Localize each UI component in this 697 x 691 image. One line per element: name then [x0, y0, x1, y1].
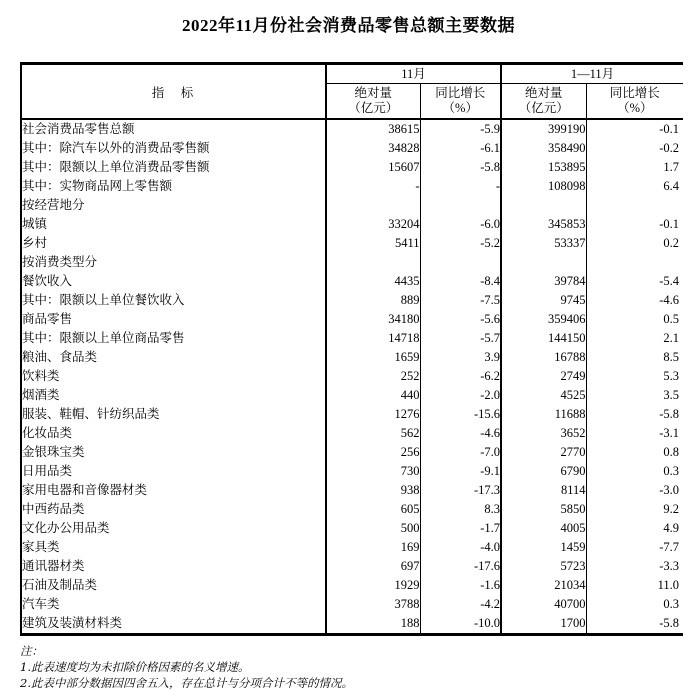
table-body: [21, 119, 683, 635]
table-row: [21, 519, 683, 538]
value-cell: -: [326, 177, 420, 196]
value-cell: -6.2: [420, 367, 501, 386]
value-cell: 11688: [501, 405, 586, 424]
indicator-cell: 乡村: [21, 234, 326, 253]
value-cell: 3.5: [663, 388, 680, 402]
value-cell: 4005: [501, 519, 586, 538]
page-title: 2022年11月份社会消费品零售总额主要数据: [181, 16, 516, 35]
value-cell: 5411: [326, 234, 420, 253]
value-cell: 144150: [501, 329, 586, 348]
value-cell: [420, 253, 501, 272]
indicator-cell: 其中：限额以上单位消费品零售额: [21, 158, 326, 177]
table-row: [21, 576, 683, 595]
table-row: [21, 177, 683, 196]
value-cell: -17.3: [420, 481, 501, 500]
value-cell: 39784: [501, 272, 586, 291]
value-cell: -3.0: [659, 483, 680, 497]
value-cell: [326, 253, 420, 272]
table-header: [21, 64, 683, 120]
table-row: [21, 557, 683, 576]
value-cell: -0.2: [659, 141, 680, 155]
value-cell: -5.8: [659, 407, 680, 421]
table-row: [21, 538, 683, 557]
value-cell: 1.7: [663, 160, 680, 174]
value-cell: -5.9: [420, 119, 501, 139]
value-cell: 4525: [501, 386, 586, 405]
value-cell: -7.7: [659, 540, 680, 554]
indicator-cell: 文化办公用品类: [21, 519, 326, 538]
table-row: [21, 348, 683, 367]
indicator-cell: 按经营地分: [21, 196, 326, 215]
value-cell: -1.7: [420, 519, 501, 538]
value-cell: -9.1: [420, 462, 501, 481]
table-row: [21, 291, 683, 310]
note-item: 1.此表速度均为未扣除价格因素的名义增速。: [20, 660, 250, 674]
value-cell: 188: [326, 614, 420, 635]
value-cell: -7.0: [420, 443, 501, 462]
value-cell: 40700: [501, 595, 586, 614]
table-row: [21, 405, 683, 424]
yoy-header-line2: （%）: [442, 101, 478, 115]
indicator-cell: 社会消费品零售总额: [21, 119, 326, 139]
abs-header-line1: 绝对量: [525, 86, 563, 100]
table-row: [21, 234, 683, 253]
abs-header-line2: （亿元）: [518, 101, 569, 115]
indicator-cell: 城镇: [21, 215, 326, 234]
indicator-cell: 其中：限额以上单位商品零售: [21, 329, 326, 348]
indicator-cell: 中西药品类: [21, 500, 326, 519]
cumulative-abs-header: [501, 84, 586, 120]
table-row: [21, 139, 683, 158]
value-cell: 889: [326, 291, 420, 310]
value-cell: 11.0: [657, 578, 680, 592]
indicator-cell: 其中：实物商品网上零售额: [21, 177, 326, 196]
value-cell: 53337: [501, 234, 586, 253]
value-cell: 1276: [326, 405, 420, 424]
value-cell: 697: [326, 557, 420, 576]
indicator-cell: 其中：除汽车以外的消费品零售额: [21, 139, 326, 158]
value-cell: 9745: [501, 291, 586, 310]
indicator-cell: 化妆品类: [21, 424, 326, 443]
value-cell: -3.1: [659, 426, 680, 440]
value-cell: -1.6: [420, 576, 501, 595]
yoy-header-line2: （%）: [617, 101, 653, 115]
cumulative-yoy-header: [586, 84, 683, 120]
value-cell: 0.3: [663, 597, 680, 611]
note-item: 2.此表中部分数据因四舍五入，存在总计与分项合计不等的情况。: [20, 676, 353, 690]
value-cell: 252: [326, 367, 420, 386]
table-row: [21, 158, 683, 177]
value-cell: 153895: [501, 158, 586, 177]
value-cell: 33204: [326, 215, 420, 234]
indicator-cell: 日用品类: [21, 462, 326, 481]
note-heading: 注：: [20, 644, 43, 658]
value-cell: 8.5: [663, 350, 680, 364]
value-cell: -5.6: [420, 310, 501, 329]
value-cell: [501, 196, 586, 215]
value-cell: -5.4: [659, 274, 680, 288]
value-cell: -4.6: [659, 293, 680, 307]
value-cell: 0.2: [663, 236, 680, 250]
value-cell: 0.8: [663, 445, 680, 459]
indicator-cell: 烟酒类: [21, 386, 326, 405]
value-cell: -8.4: [420, 272, 501, 291]
value-cell: 6.4: [663, 179, 680, 193]
value-cell: 256: [326, 443, 420, 462]
indicator-cell: 服装、鞋帽、针纺织品类: [21, 405, 326, 424]
value-cell: -4.2: [420, 595, 501, 614]
indicator-cell: 汽车类: [21, 595, 326, 614]
value-cell: -5.7: [420, 329, 501, 348]
value-cell: -6.1: [420, 139, 501, 158]
value-cell: 562: [326, 424, 420, 443]
table-row: [21, 500, 683, 519]
value-cell: 1929: [326, 576, 420, 595]
table-row: [21, 119, 683, 139]
value-cell: [586, 196, 683, 215]
value-cell: -15.6: [420, 405, 501, 424]
value-cell: [420, 196, 501, 215]
indicator-cell: 其中：限额以上单位餐饮收入: [21, 291, 326, 310]
value-cell: 2.1: [663, 331, 680, 345]
table-row: [21, 253, 683, 272]
value-cell: -2.0: [420, 386, 501, 405]
value-cell: 0.3: [663, 464, 680, 478]
value-cell: 2770: [501, 443, 586, 462]
value-cell: -3.3: [659, 559, 680, 573]
value-cell: -5.8: [420, 158, 501, 177]
table-row: [21, 272, 683, 291]
value-cell: 5.3: [663, 369, 680, 383]
indicator-cell: 家具类: [21, 538, 326, 557]
main-table: [20, 62, 683, 636]
value-cell: 34828: [326, 139, 420, 158]
table-row: [21, 462, 683, 481]
value-cell: 399190: [501, 119, 586, 139]
value-cell: -0.1: [659, 122, 680, 136]
month-abs-header: [326, 84, 420, 120]
value-cell: 500: [326, 519, 420, 538]
value-cell: -5.8: [659, 616, 680, 630]
table-row: [21, 386, 683, 405]
value-cell: -: [420, 177, 501, 196]
indicator-cell: 按消费类型分: [21, 253, 326, 272]
indicator-cell: 建筑及装潢材料类: [21, 614, 326, 635]
indicator-cell: 家用电器和音像器材类: [21, 481, 326, 500]
value-cell: 38615: [326, 119, 420, 139]
value-cell: 169: [326, 538, 420, 557]
indicator-cell: 通讯器材类: [21, 557, 326, 576]
value-cell: [586, 253, 683, 272]
value-cell: 34180: [326, 310, 420, 329]
indicator-cell: 金银珠宝类: [21, 443, 326, 462]
value-cell: 5723: [501, 557, 586, 576]
indicator-cell: 石油及制品类: [21, 576, 326, 595]
table-row: [21, 481, 683, 500]
table-row: [21, 614, 683, 635]
value-cell: 1700: [501, 614, 586, 635]
value-cell: -4.0: [420, 538, 501, 557]
value-cell: 2749: [501, 367, 586, 386]
indicator-cell: 餐饮收入: [21, 272, 326, 291]
month-yoy-header: [420, 84, 501, 120]
value-cell: 0.5: [663, 312, 680, 326]
value-cell: 4435: [326, 272, 420, 291]
value-cell: 21034: [501, 576, 586, 595]
value-cell: -17.6: [420, 557, 501, 576]
table-row: [21, 443, 683, 462]
indicator-header-cell: 指 标: [21, 64, 326, 120]
value-cell: -0.1: [659, 217, 680, 231]
value-cell: 4.9: [663, 521, 680, 535]
value-cell: 3788: [326, 595, 420, 614]
table-row: [21, 424, 683, 443]
value-cell: 14718: [326, 329, 420, 348]
abs-header-line1: 绝对量: [354, 86, 392, 100]
value-cell: -6.0: [420, 215, 501, 234]
notes: [20, 643, 697, 691]
value-cell: 345853: [501, 215, 586, 234]
value-cell: [501, 253, 586, 272]
yoy-header-line1: 同比增长: [435, 86, 486, 100]
abs-header-line2: （亿元）: [348, 101, 399, 115]
value-cell: 8.3: [420, 500, 501, 519]
value-cell: -4.6: [420, 424, 501, 443]
month-group-header: 11月: [326, 64, 501, 84]
value-cell: 1659: [326, 348, 420, 367]
value-cell: -7.5: [420, 291, 501, 310]
value-cell: 358490: [501, 139, 586, 158]
value-cell: 3.9: [420, 348, 501, 367]
value-cell: -10.0: [420, 614, 501, 635]
cumulative-group-header: 1—11月: [501, 64, 683, 84]
table-row: [21, 367, 683, 386]
header-group-row: [21, 64, 683, 84]
table-row: [21, 215, 683, 234]
value-cell: 605: [326, 500, 420, 519]
value-cell: 359406: [501, 310, 586, 329]
table-row: [21, 196, 683, 215]
value-cell: 16788: [501, 348, 586, 367]
indicator-cell: 饮料类: [21, 367, 326, 386]
value-cell: 9.2: [663, 502, 680, 516]
value-cell: 1459: [501, 538, 586, 557]
value-cell: 108098: [501, 177, 586, 196]
table-row: [21, 310, 683, 329]
value-cell: 440: [326, 386, 420, 405]
value-cell: 15607: [326, 158, 420, 177]
table-row: [21, 329, 683, 348]
yoy-header-line1: 同比增长: [609, 86, 660, 100]
value-cell: 8114: [501, 481, 586, 500]
indicator-cell: 商品零售: [21, 310, 326, 329]
table-row: [21, 595, 683, 614]
value-cell: 5850: [501, 500, 586, 519]
value-cell: 938: [326, 481, 420, 500]
value-cell: -5.2: [420, 234, 501, 253]
indicator-cell: 粮油、食品类: [21, 348, 326, 367]
value-cell: 730: [326, 462, 420, 481]
value-cell: 6790: [501, 462, 586, 481]
value-cell: [326, 196, 420, 215]
value-cell: 3652: [501, 424, 586, 443]
